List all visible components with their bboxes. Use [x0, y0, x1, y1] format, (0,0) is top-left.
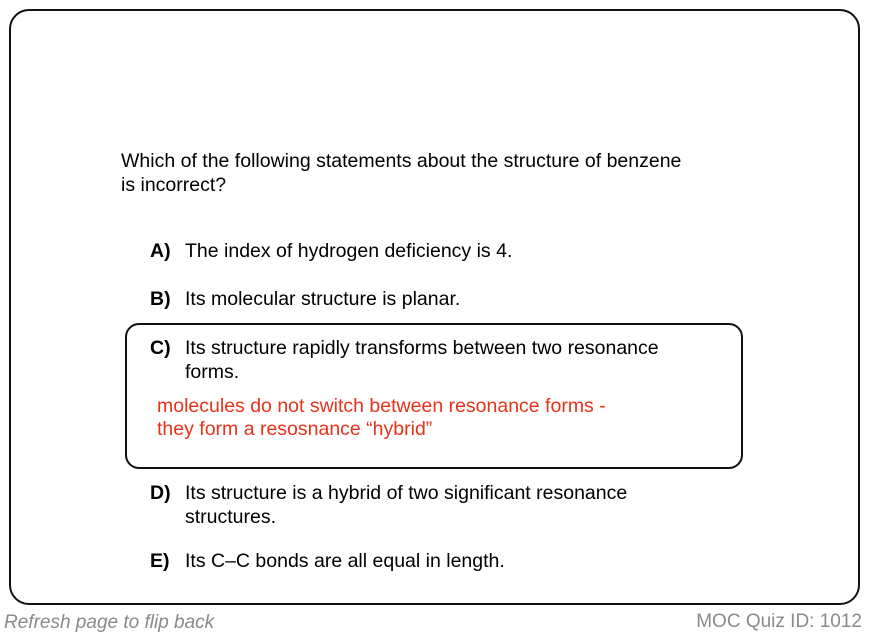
- option-c: [150, 336, 730, 384]
- option-a: [150, 239, 512, 263]
- refresh-hint: Refresh page to flip back: [4, 612, 215, 633]
- option-c-text-line-1: Its structure rapidly transforms between two resonance: [185, 337, 659, 359]
- option-a-letter: A): [150, 240, 171, 262]
- option-e-text: Its C–C bonds are all equal in length.: [185, 550, 505, 572]
- question-line-2: is incorrect?: [121, 174, 227, 196]
- quiz-id: MOC Quiz ID: 1012: [696, 611, 862, 632]
- option-d-text-line-2: structures.: [185, 506, 277, 528]
- option-e: [150, 549, 505, 573]
- question-line-1: Which of the following statements about the structure of benzene: [121, 150, 682, 172]
- explanation-text: [157, 395, 717, 441]
- option-c-letter: C): [150, 337, 171, 359]
- option-d-letter: D): [150, 482, 171, 504]
- option-d: [150, 481, 730, 529]
- question-text: [121, 149, 761, 197]
- option-e-letter: E): [150, 550, 170, 572]
- explanation-line-2: they form a resosnance “hybrid”: [157, 418, 433, 440]
- option-d-text-line-1: Its structure is a hybrid of two significant resonance: [185, 482, 628, 504]
- option-a-text: The index of hydrogen deficiency is 4.: [185, 240, 513, 262]
- option-b-text: Its molecular structure is planar.: [185, 288, 461, 310]
- option-b-letter: B): [150, 288, 171, 310]
- option-b: [150, 287, 460, 311]
- option-c-text-line-2: forms.: [185, 361, 240, 383]
- explanation-line-1: molecules do not switch between resonance forms -: [157, 395, 606, 417]
